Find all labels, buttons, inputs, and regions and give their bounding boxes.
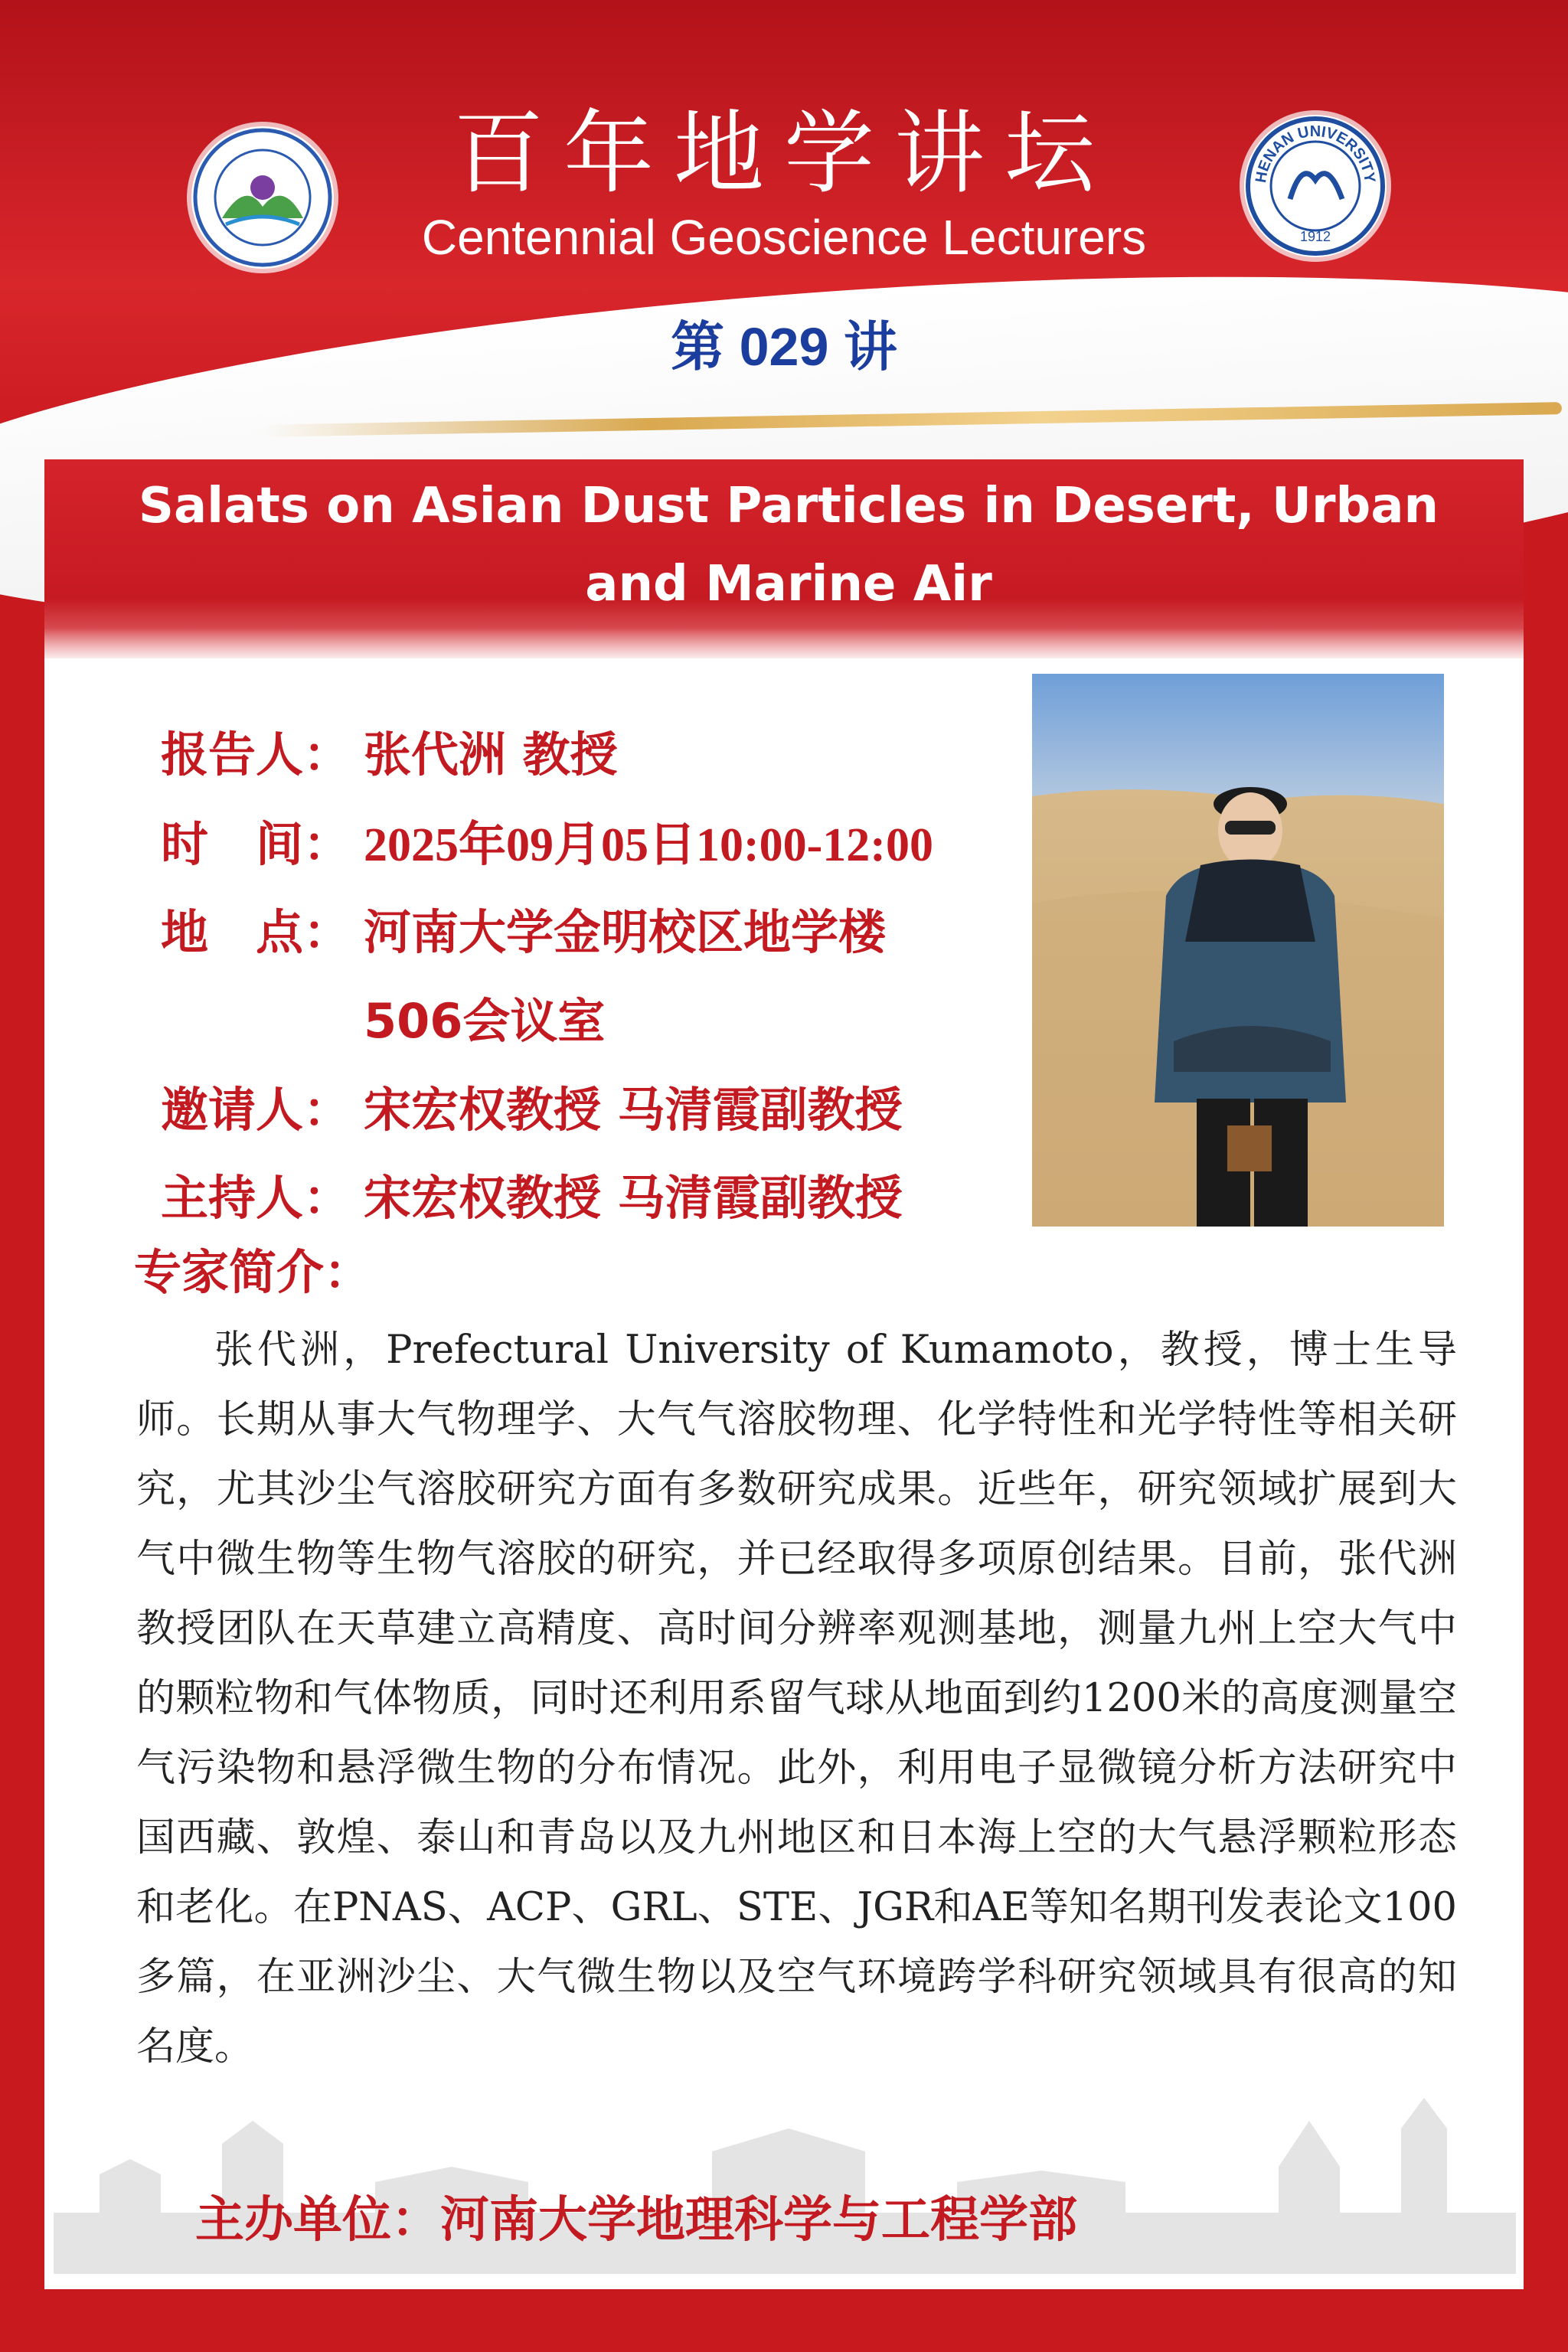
time-row — [161, 814, 933, 876]
host-value: 宋宏权教授 马清霞副教授 — [364, 1170, 903, 1226]
time-value: 2025年09月05日10:00-12:00 — [364, 819, 933, 871]
lecture-number: 第 029 讲 — [671, 317, 897, 377]
organizer: 主办单位：河南大学地理科学与工程学部 — [195, 2192, 1077, 2249]
svg-text:1912: 1912 — [1299, 229, 1331, 244]
place-value-line1: 河南大学金明校区地学楼 — [364, 904, 887, 960]
speaker-label: 报告人： — [161, 727, 351, 782]
inviter-label: 邀请人： — [161, 1082, 351, 1138]
speaker-row — [161, 724, 618, 786]
place-row — [161, 902, 886, 963]
place-value-line2: 506会议室 — [364, 993, 606, 1049]
svg-text:HENAN UNIVERSITY: HENAN UNIVERSITY — [1252, 123, 1379, 185]
time-label: 时 间： — [161, 816, 351, 872]
place-row-2 — [161, 991, 605, 1052]
host-row — [161, 1168, 903, 1229]
bio-text: 张代洲，Prefectural University of Kumamoto，教授，博士生导师。长期从事大气物理学、大气气溶胶物理、化学特性和光学特性等相关研究，尤其沙尘气溶胶研究方面有多数研究成果。近些年，研究领域扩展到大气中微生物等生物气溶胶的研究，并已经取得多项原创结果。目前，张代洲教授团队在天草建立高精度、高时间分辨率观测基地，测量九州上空大气中的颗粒物和气体物质，同时还利用系留气球从地面到约1200米的高度测量空气污染物和悬浮微生物的分布情况。此外，利用电子显微镜分析方法研究中国西藏、敦煌、泰山和青岛以及九州地区和日本海上空的大气悬浮颗粒形态和老化。在PNAS、ACP、GRL、STE、JGR和AE等知名期刊发表论文100多篇，在亚洲沙尘、大气微生物以及空气环境跨学科研究领域具有很高的知名度。 — [136, 1328, 1457, 2069]
speaker-photo — [1032, 674, 1444, 1227]
talk-title: Salats on Asian Dust Particles in Desert, Urban and Marine Air — [138, 478, 1439, 612]
inviter-value: 宋宏权教授 马清霞副教授 — [364, 1082, 903, 1138]
series-title-en: Centennial Geoscience Lecturers — [421, 210, 1147, 265]
place-label: 地 点： — [161, 904, 351, 960]
bio-heading: 专家简介： — [134, 1244, 372, 1300]
series-title-cn: 百年地学讲坛 — [452, 100, 1115, 206]
inviter-row — [161, 1080, 903, 1141]
speaker-value: 张代洲 教授 — [364, 727, 618, 782]
host-label: 主持人： — [161, 1170, 351, 1226]
